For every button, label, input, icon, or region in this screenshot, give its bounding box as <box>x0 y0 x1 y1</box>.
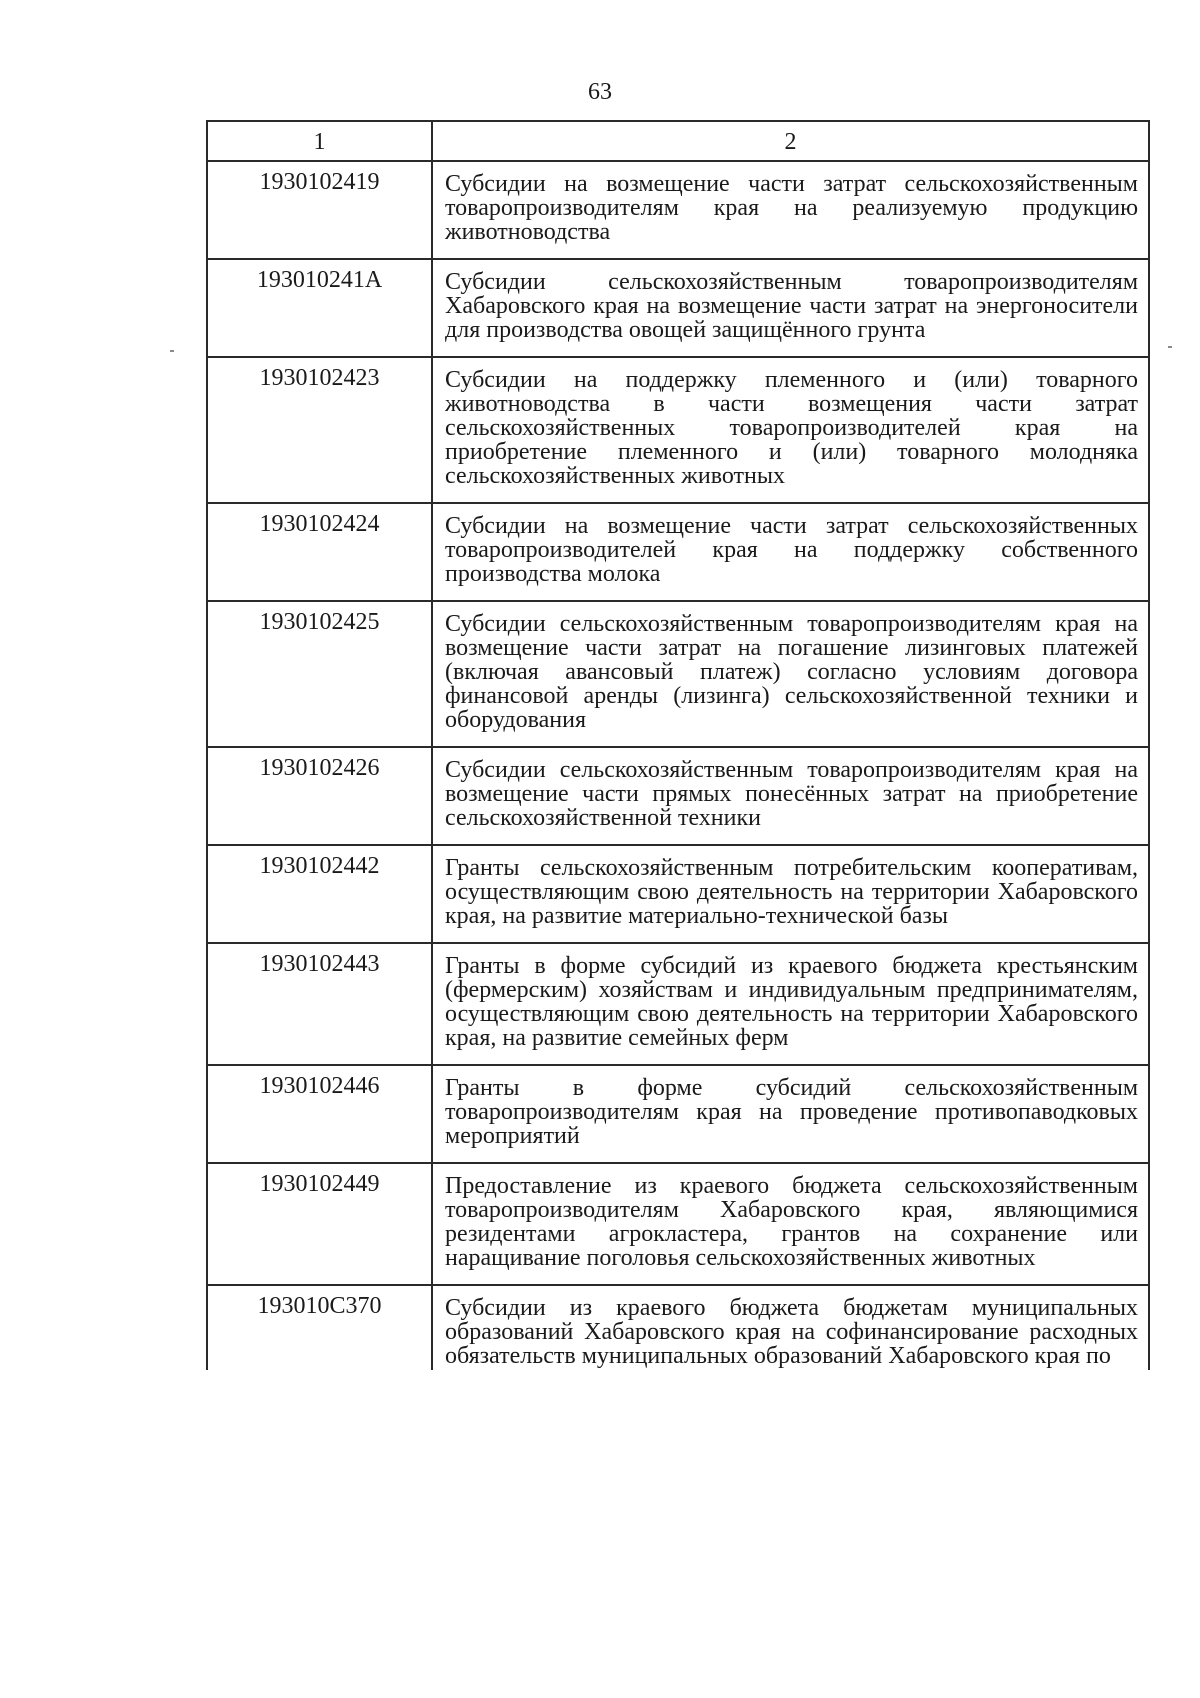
row-description: Субсидии на поддержку племенного и (или) товарного животноводства в части возмещения части затрат сельскохозяйственных товаропроизводителей края на приобретение племенного и (или) товарного молодняка сельскохозяйственных животных <box>432 357 1149 503</box>
row-description: Субсидии на возмещение части затрат сельскохозяйственных товаропроизводителей края на поддержку собственного производства молока <box>432 503 1149 601</box>
row-code: 1930102425 <box>207 601 432 747</box>
row-code: 1930102419 <box>207 161 432 259</box>
row-description: Субсидии сельскохозяйственным товаропроизводителям Хабаровского края на возмещение части затрат на энергоносители для производства овощей защищённого грунта <box>432 259 1149 357</box>
row-code: 193010С370 <box>207 1285 432 1370</box>
column-header-description: 2 <box>432 121 1149 161</box>
table-row <box>207 1065 1149 1163</box>
table-row <box>207 943 1149 1065</box>
row-description: Гранты сельскохозяйственным потребительским кооперативам, осуществляющим свою деятельность на территории Хабаровского края, на развитие материально-технической базы <box>432 845 1149 943</box>
row-code: 1930102424 <box>207 503 432 601</box>
row-code: 1930102442 <box>207 845 432 943</box>
scan-speck <box>170 350 174 352</box>
table-header-row <box>207 121 1149 161</box>
column-header-code: 1 <box>207 121 432 161</box>
row-code: 1930102446 <box>207 1065 432 1163</box>
table-row <box>207 1163 1149 1285</box>
page-number: 63 <box>588 79 612 105</box>
table-row <box>207 601 1149 747</box>
table-row <box>207 357 1149 503</box>
row-description: Гранты в форме субсидий сельскохозяйственным товаропроизводителям края на проведение противопаводковых мероприятий <box>432 1065 1149 1163</box>
row-code: 1930102443 <box>207 943 432 1065</box>
row-code: 1930102426 <box>207 747 432 845</box>
table-row <box>207 845 1149 943</box>
table-row <box>207 503 1149 601</box>
row-code: 1930102423 <box>207 357 432 503</box>
row-description: Гранты в форме субсидий из краевого бюджета крестьянским (фермерским) хозяйствам и индивидуальным предпринимателям, осуществляющим свою деятельность на территории Хабаровского края, на развитие семейных ферм <box>432 943 1149 1065</box>
row-description: Субсидии на возмещение части затрат сельскохозяйственным товаропроизводителям края на реализуемую продукцию животноводства <box>432 161 1149 259</box>
row-description: Субсидии из краевого бюджета бюджетам муниципальных образований Хабаровского края на софинансирование расходных обязательств муниципальных образований Хабаровского края по <box>432 1285 1149 1370</box>
budget-classification-table <box>206 120 1150 1370</box>
table-row <box>207 747 1149 845</box>
row-description: Предоставление из краевого бюджета сельскохозяйственным товаропроизводителям Хабаровского края, являющимися резидентами агрокластера, грантов на сохранение или наращивание поголовья сельскохозяйственных животных <box>432 1163 1149 1285</box>
table-row <box>207 1285 1149 1370</box>
table-row <box>207 259 1149 357</box>
scan-speck <box>1168 346 1172 348</box>
table-row <box>207 161 1149 259</box>
row-code: 1930102449 <box>207 1163 432 1285</box>
row-code: 193010241А <box>207 259 432 357</box>
row-description: Субсидии сельскохозяйственным товаропроизводителям края на возмещение части затрат на погашение лизинговых платежей (включая авансовый платеж) согласно условиям договора финансовой аренды (лизинга) сельскохозяйственной техники и оборудования <box>432 601 1149 747</box>
row-description: Субсидии сельскохозяйственным товаропроизводителям края на возмещение части прямых понесённых затрат на приобретение сельскохозяйственной техники <box>432 747 1149 845</box>
